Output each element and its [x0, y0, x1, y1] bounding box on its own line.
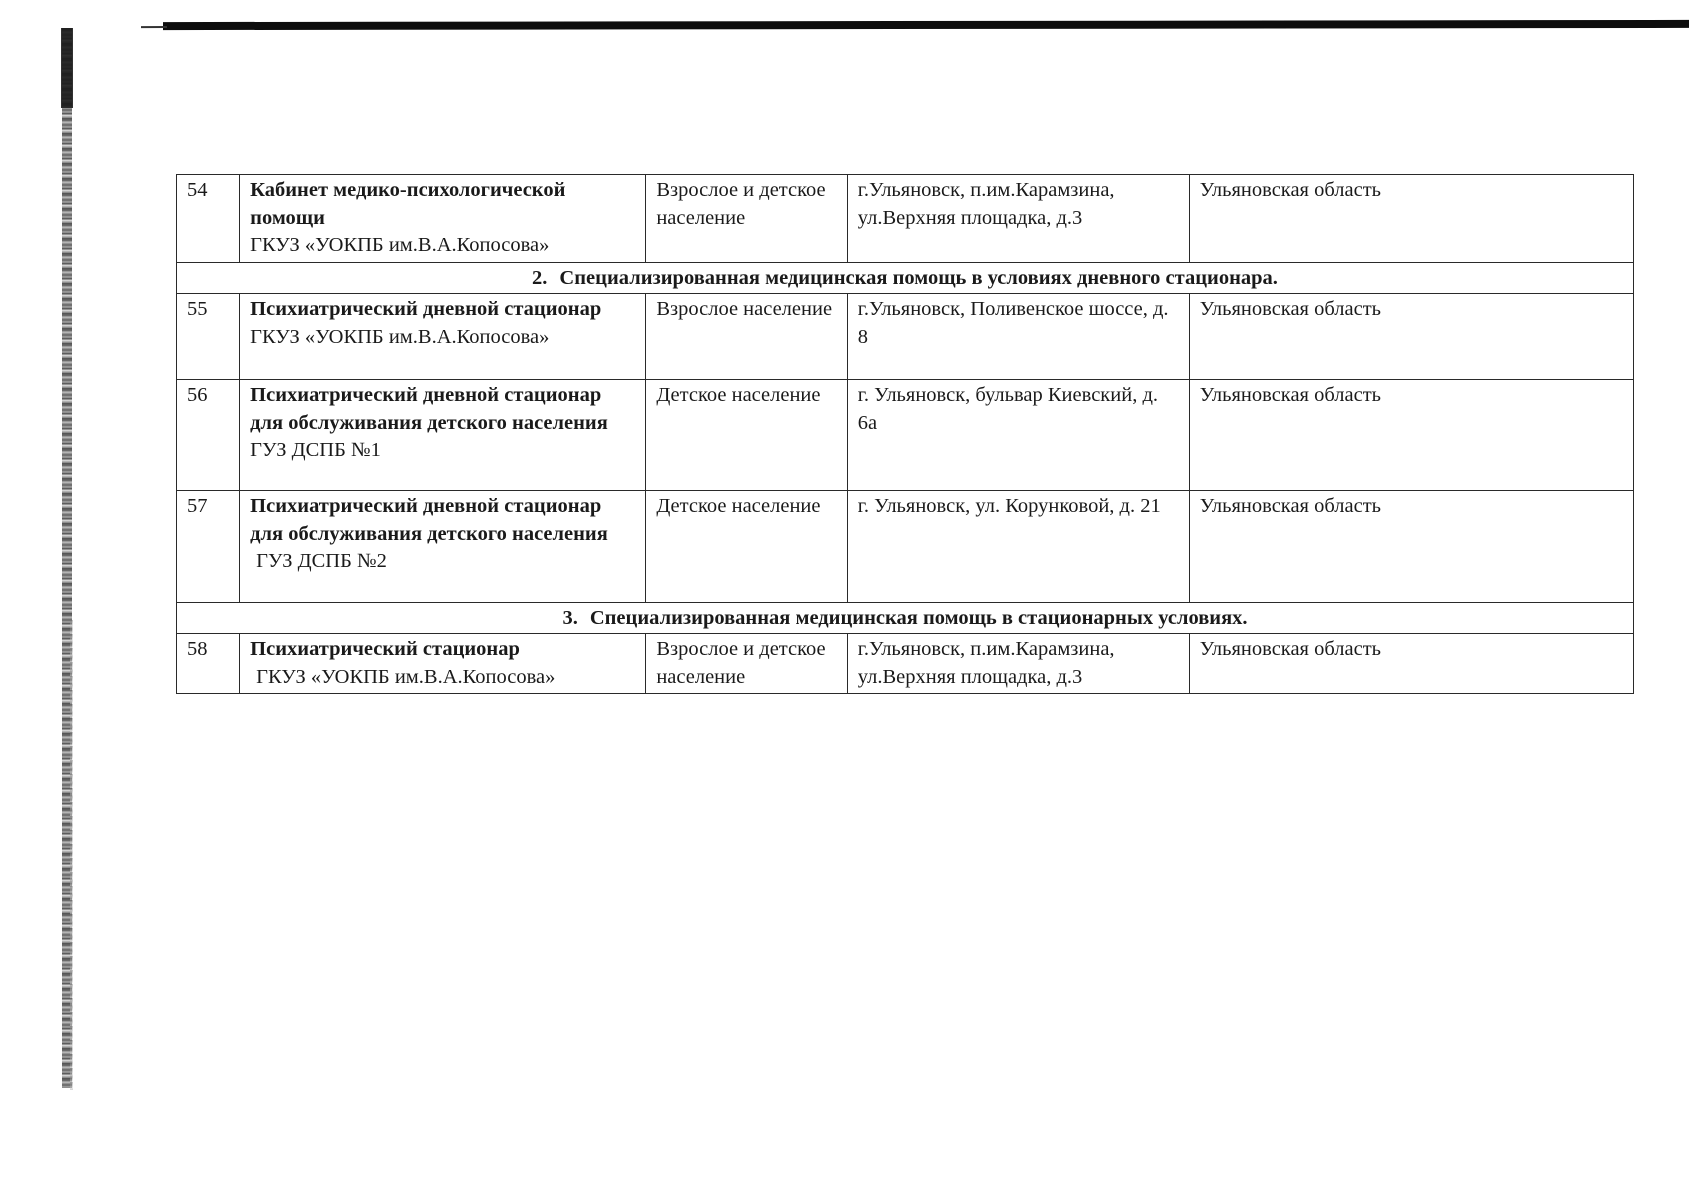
section-number: 2. [532, 267, 548, 289]
facility-name: Психиатрический стационар [250, 638, 520, 660]
facility-name: Психиатрический дневной стационар [250, 298, 602, 320]
population-cell: Детское население [646, 491, 847, 603]
population-cell: Взрослое и детское население [646, 634, 847, 694]
facility-cell [240, 175, 646, 263]
section-row [177, 263, 1634, 294]
facility-cell [240, 491, 646, 603]
facility-name: Кабинет медико-психологической помощи [250, 179, 566, 229]
table-row [177, 380, 1634, 491]
facility-org: ГКУЗ «УОКПБ им.В.А.Копосова» [250, 325, 550, 348]
scan-left-edge-fade [70, 620, 73, 1090]
row-number: 57 [177, 491, 240, 603]
section-title: Специализированная медицинская помощь в стационарных условиях. [589, 607, 1248, 629]
region-cell: Ульяновская область [1189, 380, 1633, 491]
facility-org: ГУЗ ДСПБ №2 [256, 550, 387, 572]
facilities-table [176, 174, 1634, 694]
facility-name: Психиатрический дневной стационар для обслуживания детского населения [250, 384, 608, 434]
section-row [177, 603, 1634, 634]
table-row [177, 634, 1634, 694]
row-number: 54 [177, 175, 240, 263]
row-number: 58 [177, 634, 240, 694]
table-row [177, 491, 1634, 603]
facility-name: Психиатрический дневной стационар для обслуживания детского населения [250, 495, 608, 545]
facility-cell [240, 634, 646, 694]
top-scan-rule [163, 20, 1689, 30]
facility-org: ГКУЗ «УОКПБ им.В.А.Копосова» [256, 665, 556, 688]
address-cell: г.Ульяновск, п.им.Карамзина, ул.Верхняя площадка, д.3 [847, 175, 1189, 263]
facility-org: ГУЗ ДСПБ №1 [250, 439, 381, 461]
address-cell: г.Ульяновск, п.им.Карамзина, ул.Верхняя площадка, д.3 [847, 634, 1189, 694]
population-cell: Детское население [646, 380, 847, 491]
row-number: 55 [177, 294, 240, 380]
region-cell: Ульяновская область [1189, 634, 1633, 694]
population-cell: Взрослое и детское население [646, 175, 847, 263]
section-number: 3. [562, 607, 578, 629]
facility-org: ГКУЗ «УОКПБ им.В.А.Копосова» [250, 234, 550, 256]
address-cell: г. Ульяновск, ул. Корунковой, д. 21 [847, 491, 1189, 603]
population-cell: Взрослое население [646, 294, 847, 380]
scan-left-edge-dark [61, 28, 73, 108]
region-cell: Ульяновская область [1189, 294, 1633, 380]
facility-cell [240, 294, 646, 380]
row-number: 56 [177, 380, 240, 491]
section-title: Специализированная медицинская помощь в условиях дневного стационара. [559, 267, 1278, 289]
facility-cell [240, 380, 646, 491]
section-heading [177, 603, 1634, 634]
table-row [177, 175, 1634, 263]
address-cell: г.Ульяновск, Поливенское шоссе, д. 8 [847, 294, 1189, 380]
section-heading [177, 263, 1634, 294]
region-cell: Ульяновская область [1189, 175, 1633, 263]
address-cell: г. Ульяновск, бульвар Киевский, д. 6а [847, 380, 1189, 491]
table-row [177, 294, 1634, 380]
region-cell: Ульяновская область [1189, 491, 1633, 603]
